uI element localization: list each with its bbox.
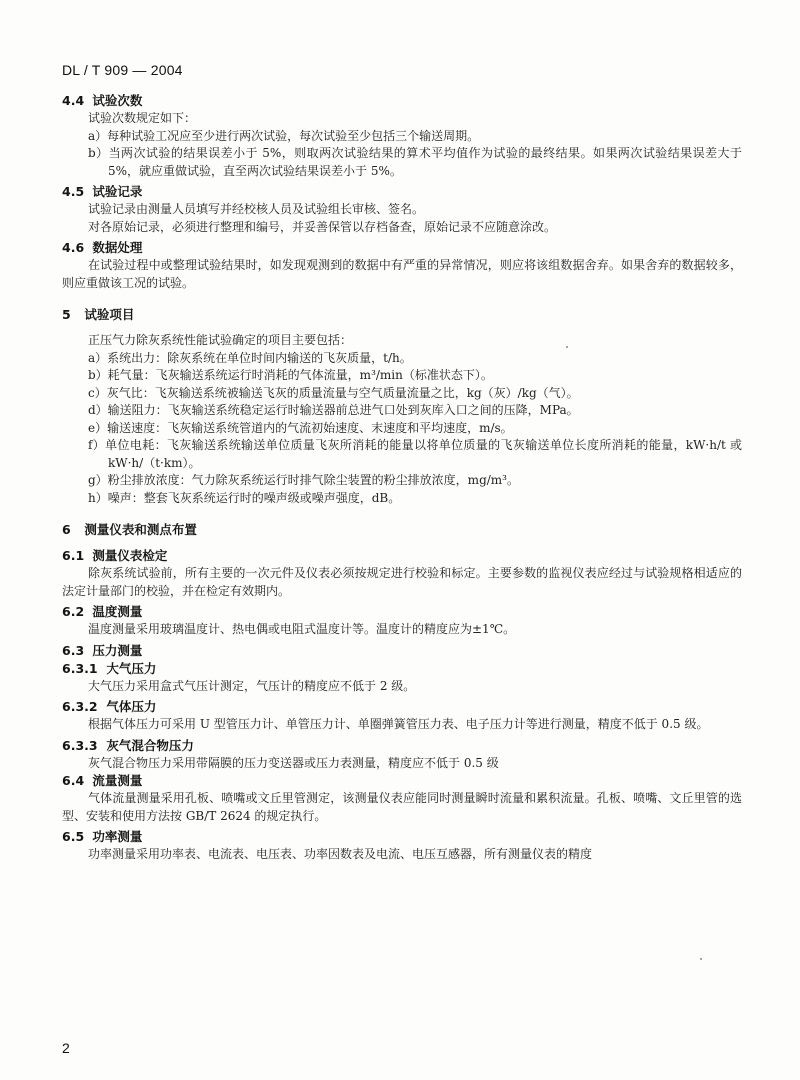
section-title: 试验记录 xyxy=(92,184,143,199)
section-title: 测量仪表和测点布置 xyxy=(84,522,197,537)
list-item: f）单位电耗：飞灰输送系统输送单位质量飞灰所消耗的能量以将单位质量的飞灰输送单位长度所消耗的能量，kW·h/t 或 kW·h/（t·km）。 xyxy=(88,438,742,470)
section-number: 6.3 xyxy=(62,642,85,658)
section-title: 试验项目 xyxy=(84,307,135,322)
section-6-2-heading xyxy=(62,603,742,621)
section-number: 5 xyxy=(62,307,71,322)
paragraph: 灰气混合物压力采用带隔膜的压力变送器或压力表测量，精度应不低于 0.5 级 xyxy=(88,755,499,770)
section-number: 6.5 xyxy=(62,829,85,844)
section-6-heading xyxy=(62,521,742,539)
section-title: 试验次数 xyxy=(92,93,143,108)
standard-code-header: DL / T 909 — 2004 xyxy=(62,62,183,78)
section-number: 4.5 xyxy=(62,184,85,199)
section-4-5-heading xyxy=(62,183,742,201)
section-number: 6.3.1 xyxy=(62,660,98,676)
section-title: 数据处理 xyxy=(92,240,143,255)
section-number: 6.3.2 xyxy=(62,699,98,714)
list-item: a）每种试验工况应至少进行两次试验，每次试验至少包括三个输送周期。 xyxy=(88,128,480,143)
section-4-6-heading xyxy=(62,239,742,257)
paragraph: 除灰系统试验前，所有主要的一次元件及仪表必须按规定进行校验和标定。主要参数的监视仪表应经过与试验规格相适应的法定计量部门的校验，并在检定有效期内。 xyxy=(62,566,742,598)
section-number: 6.4 xyxy=(62,773,85,788)
section-number: 4.4 xyxy=(62,93,85,108)
list-item: h）噪声：整套飞灰系统运行时的噪声级或噪声强度，dB。 xyxy=(88,490,401,505)
section-title: 灰气混合物压力 xyxy=(106,737,194,753)
document-body xyxy=(62,92,742,864)
paragraph: 试验记录由测量人员填写并经校核人员及试验组长审核、签名。 xyxy=(88,202,425,216)
section-title: 测量仪表检定 xyxy=(92,548,168,563)
list-item: a）系统出力：除灰系统在单位时间内输送的飞灰质量，t/h。 xyxy=(88,350,412,365)
section-6-3-3-heading xyxy=(62,737,742,755)
paragraph: 在试验过程中或整理试验结果时，如发现观测到的数据中有严重的异常情况，则应将该组数据舍弃。如果舍弃的数据较多，则应重做该工况的试验。 xyxy=(62,258,742,290)
list-item: g）粉尘排放浓度：气力除灰系统运行时排气除尘装置的粉尘排放浓度，mg/m³。 xyxy=(88,473,519,487)
paragraph: 功率测量采用功率表、电流表、电压表、功率因数表及电流、电压互感器，所有测量仪表的精度 xyxy=(88,847,593,861)
section-6-3-1-heading xyxy=(62,660,742,678)
list-item: c）灰气比：飞灰输送系统被输送飞灰的质量流量与空气质量流量之比，kg（灰）/kg（气）。 xyxy=(88,385,579,400)
paragraph: 根据气体压力可采用 U 型管压力计、单管压力计、单圈弹簧管压力表、电子压力计等进行测量，精度不低于 0.5 级。 xyxy=(88,717,709,731)
list-item: b）耗气量：飞灰输送系统运行时消耗的气体流量，m³/min（标准状态下）。 xyxy=(88,368,493,382)
section-6-3-heading xyxy=(62,642,742,660)
paragraph: 试验次数规定如下： xyxy=(88,111,197,125)
section-title: 流量测量 xyxy=(92,773,143,788)
section-number: 6.3.3 xyxy=(62,737,98,753)
section-4-4-heading xyxy=(62,92,742,110)
paragraph: 对各原始记录，必须进行整理和编号，并妥善保管以存档备查，原始记录不应随意涂改。 xyxy=(88,219,557,234)
page-number: 2 xyxy=(62,1040,70,1056)
section-title: 压力测量 xyxy=(92,642,143,658)
section-number: 6 xyxy=(62,522,71,537)
section-title: 大气压力 xyxy=(106,660,157,676)
list-item: e）输送速度：飞灰输送系统管道内的气流初始速度、末速度和平均速度，m/s。 xyxy=(88,420,513,435)
scan-speck xyxy=(566,346,568,348)
paragraph: 气体流量测量采用孔板、喷嘴或文丘里管测定，该测量仪表应能同时测量瞬时流量和累积流量。孔板、喷嘴、文丘里管的选型、安装和使用方法按 GB/T 2624 的规定执行。 xyxy=(62,791,742,823)
section-5-heading xyxy=(62,306,742,324)
list-item: d）输送阻力：飞灰输送系统稳定运行时输送器前总进气口处到灰库入口之间的压降，MPa。 xyxy=(88,403,579,417)
paragraph: 正压气力除灰系统性能试验确定的项目主要包括： xyxy=(88,333,353,347)
section-6-1-heading xyxy=(62,547,742,565)
section-number: 6.2 xyxy=(62,604,85,619)
section-title: 功率测量 xyxy=(92,829,143,844)
section-number: 6.1 xyxy=(62,548,85,563)
section-number: 4.6 xyxy=(62,240,85,255)
section-title: 气体压力 xyxy=(106,699,157,714)
section-6-5-heading xyxy=(62,828,742,846)
section-6-3-2-heading xyxy=(62,698,742,716)
paragraph: 温度测量采用玻璃温度计、热电偶或电阻式温度计等。温度计的精度应为±1℃。 xyxy=(88,622,516,636)
section-6-4-heading xyxy=(62,772,742,790)
scan-speck xyxy=(700,958,702,960)
paragraph: 大气压力采用盒式气压计测定，气压计的精度应不低于 2 级。 xyxy=(88,678,416,693)
section-title: 温度测量 xyxy=(92,604,143,619)
list-item: b）当两次试验的结果误差小于 5%，则取两次试验结果的算术平均值作为试验的最终结果。如果两次试验结果误差大于 5%，就应重做试验，直至两次试验结果误差小于 5%。 xyxy=(88,146,742,178)
